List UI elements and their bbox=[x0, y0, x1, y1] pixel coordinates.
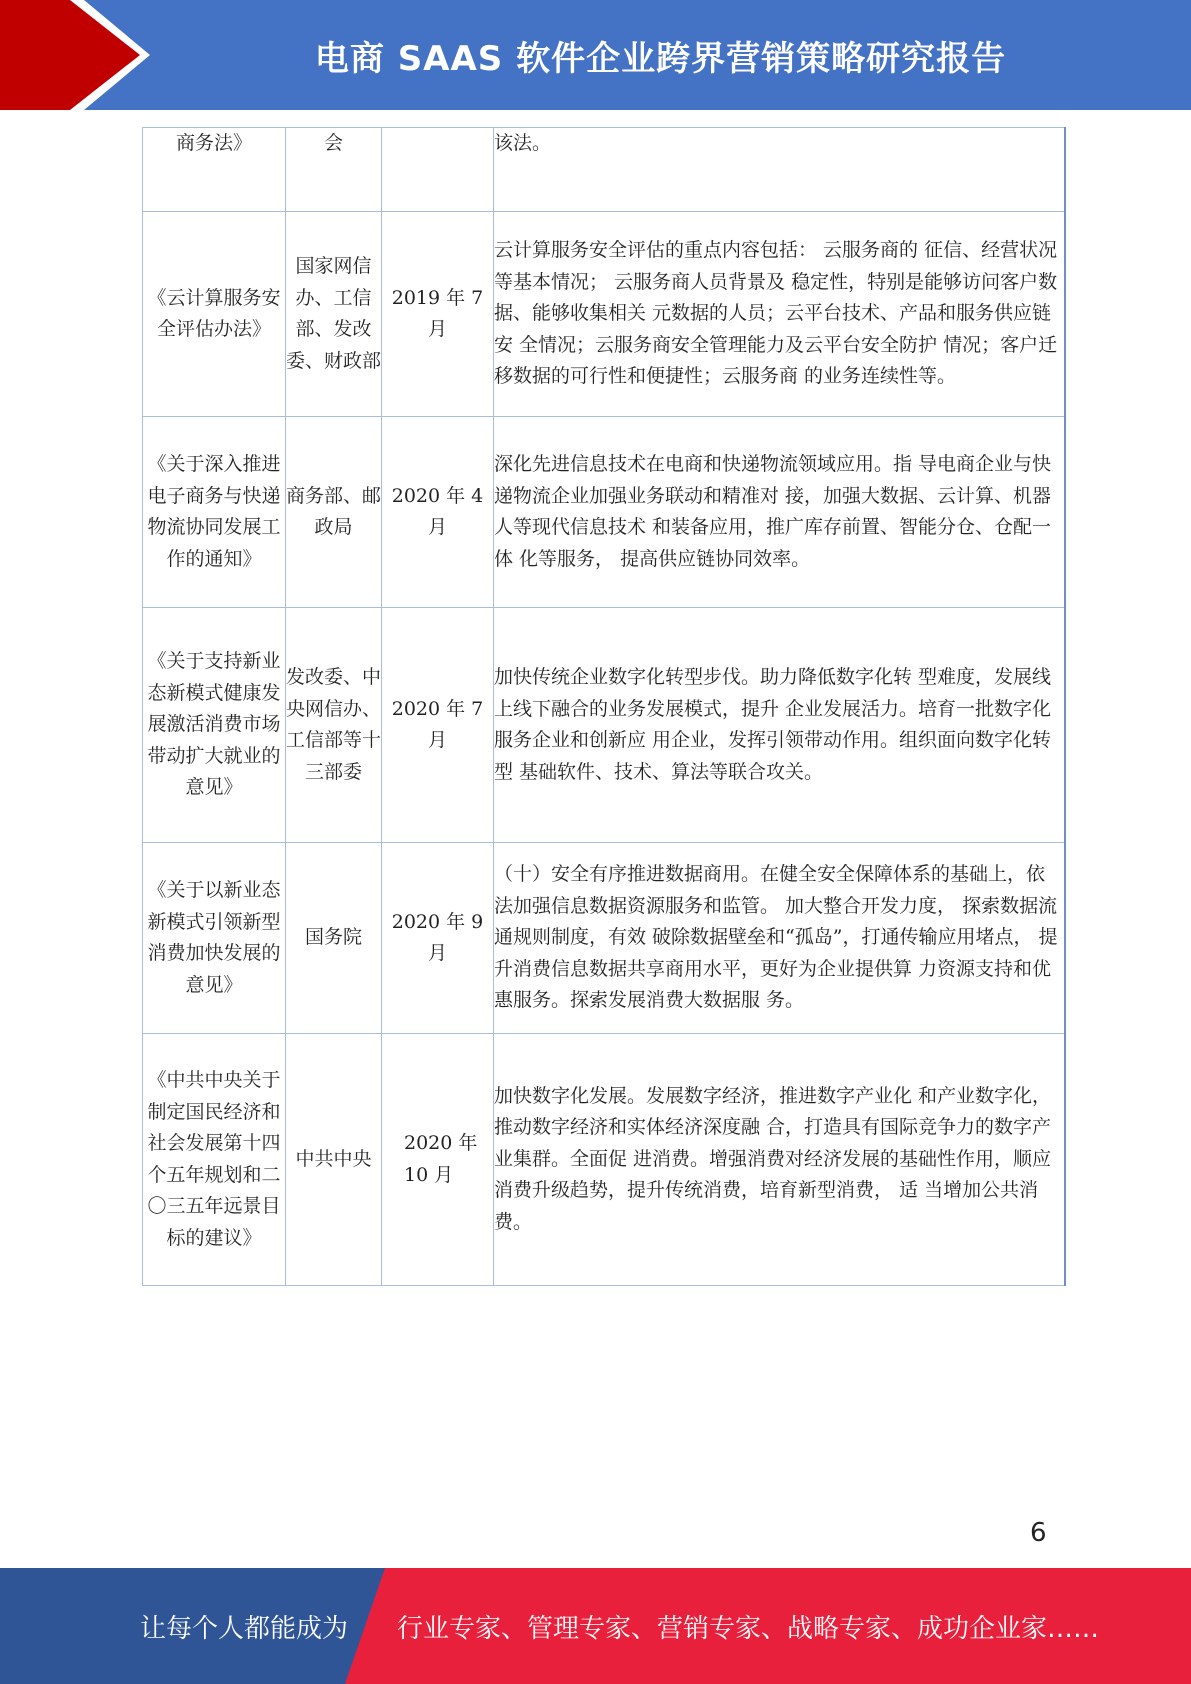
page-footer bbox=[0, 1568, 1191, 1684]
table-row bbox=[143, 1034, 1065, 1286]
policy-table bbox=[142, 127, 1066, 1286]
table-row bbox=[143, 608, 1065, 843]
policy-content: 云计算服务安全评估的重点内容包括： 云服务商的 征信、经营状况等基本情况； 云服务商人员背景及 稳定性，特别是能够访问客户数据、能够收集相关 元数据的人员；云平台技术、产品和服务供应链安 全情况；云服务商安全管理能力及云平台安全防护 情况；客户迁移数据的可行性和便捷性；云服务商 的业务连续性等。 bbox=[494, 212, 1065, 417]
policy-name: 商务法》 bbox=[143, 128, 286, 212]
policy-name: 《中共中央关于制定国民经济和社会发展第十四个五年规划和二〇三五年远景目标的建议》 bbox=[143, 1034, 286, 1286]
policy-content: 加快传统企业数字化转型步伐。助力降低数字化转 型难度，发展线上线下融合的业务发展模式，提升 企业发展活力。培育一批数字化服务企业和创新应 用企业，发挥引领带动作用。组织面向数字化转型 基础软件、技术、算法等联合攻关。 bbox=[494, 608, 1065, 843]
policy-content: 加快数字化发展。发展数字经济，推进数字产业化 和产业数字化，推动数字经济和实体经济深度融 合，打造具有国际竞争力的数字产业集群。全面促 进消费。增强消费对经济发展的基础性作用，顺应 消费升级趋势，提升传统消费，培育新型消费， 适 当增加公共消费。 bbox=[494, 1034, 1065, 1286]
issue-date: 2020 年 4 月 bbox=[382, 417, 494, 608]
footer-roles: 行业专家、管理专家、营销专家、战略专家、成功企业家…… bbox=[397, 1613, 1100, 1644]
issue-date: 2020 年 9 月 bbox=[382, 843, 494, 1034]
issuing-authority: 国家网信办、工信部、发改委、财政部 bbox=[286, 212, 382, 417]
page-number: 6 bbox=[1030, 1518, 1047, 1548]
issue-date bbox=[382, 128, 494, 212]
red-chevron-icon bbox=[0, 0, 160, 110]
policy-name: 《云计算服务安全评估办法》 bbox=[143, 212, 286, 417]
table-row bbox=[143, 212, 1065, 417]
table-row bbox=[143, 128, 1065, 212]
policy-content: 深化先进信息技术在电商和快递物流领域应用。指 导电商企业与快递物流企业加强业务联动和精准对 接，加强大数据、云计算、机器人等现代信息技术 和装备应用，推广库存前置、智能分仓、仓配一体 化等服务， 提高供应链协同效率。 bbox=[494, 417, 1065, 608]
table-row bbox=[143, 843, 1065, 1034]
issuing-authority: 中共中央 bbox=[286, 1034, 382, 1286]
issuing-authority: 发改委、中央网信办、工信部等十三部委 bbox=[286, 608, 382, 843]
footer-slogan: 让每个人都能成为 bbox=[140, 1613, 349, 1644]
table-row bbox=[143, 417, 1065, 608]
report-title: 电商 SAAS 软件企业跨界营销策略研究报告 bbox=[314, 38, 1007, 79]
policy-name: 《关于深入推进电子商务与快递物流协同发展工作的通知》 bbox=[143, 417, 286, 608]
page-header bbox=[0, 0, 1191, 110]
issuing-authority: 会 bbox=[286, 128, 382, 212]
issuing-authority: 国务院 bbox=[286, 843, 382, 1034]
issue-date: 2020 年 7 月 bbox=[382, 608, 494, 843]
policy-name: 《关于以新业态新模式引领新型消费加快发展的意见》 bbox=[143, 843, 286, 1034]
policy-content: （十）安全有序推进数据商用。在健全安全保障体系的基础上，依法加强信息数据资源服务和监管。 加大整合开发力度， 探索数据流通规则制度，有效 破除数据壁垒和“孤岛”，打通传输应用堵点， 提 升消费信息数据共享商用水平，更好为企业提供算 力资源支持和优惠服务。探索发展消费大数据服 务。 bbox=[494, 843, 1065, 1034]
policy-name: 《关于支持新业态新模式健康发展激活消费市场带动扩大就业的意见》 bbox=[143, 608, 286, 843]
issue-date: 2019 年 7 月 bbox=[382, 212, 494, 417]
issue-date: 2020 年 10 月 bbox=[382, 1034, 494, 1286]
issuing-authority: 商务部、邮政局 bbox=[286, 417, 382, 608]
policy-content: 该法。 bbox=[494, 128, 1065, 212]
